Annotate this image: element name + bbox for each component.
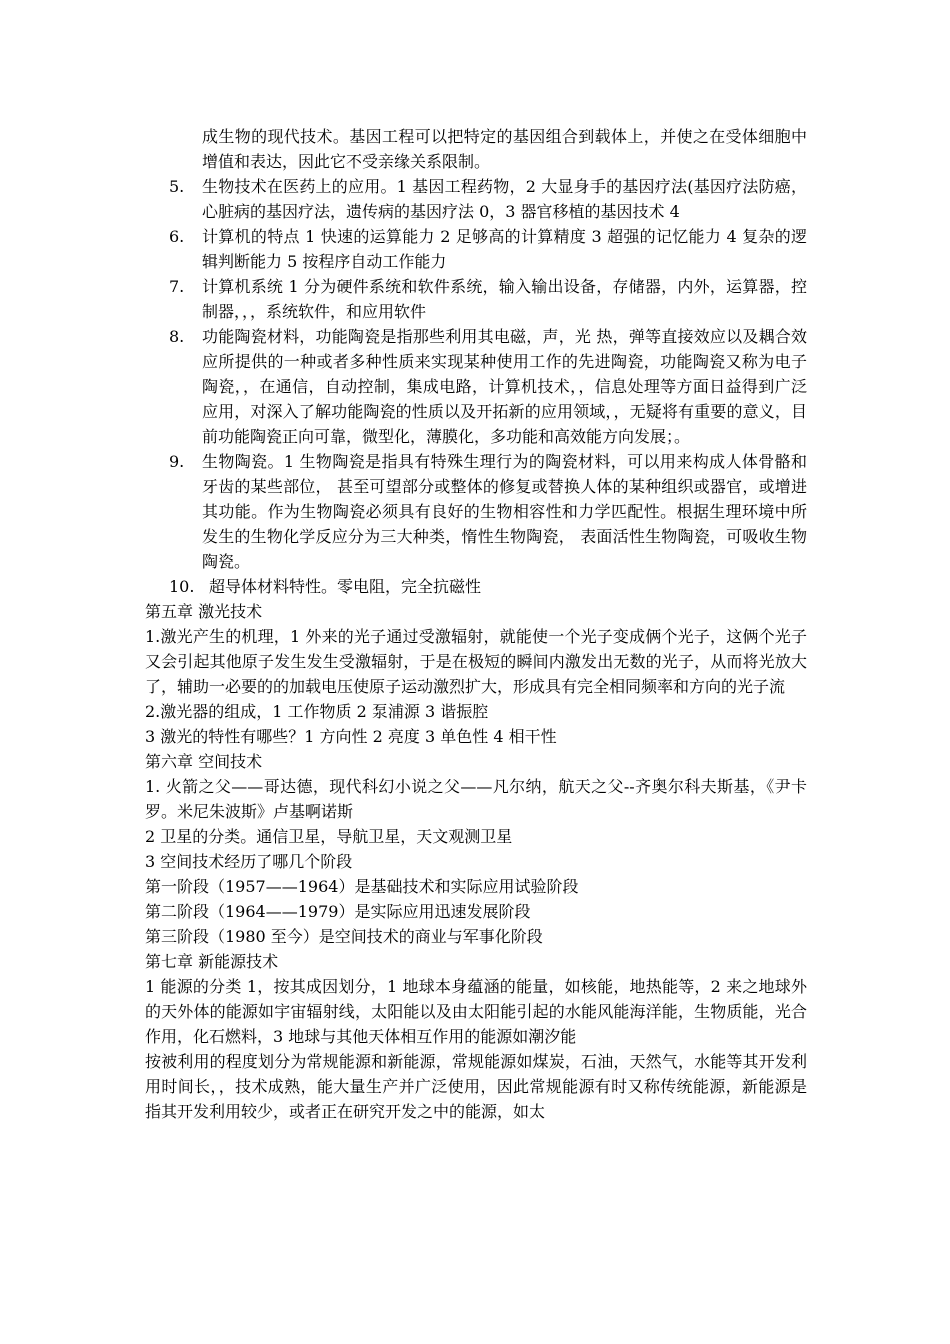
list-item-number: 10. xyxy=(169,577,195,596)
paragraph: 第一阶段（1957——1964）是基础技术和实际应用试验阶段 xyxy=(145,877,579,896)
list-item-continuation xyxy=(145,124,807,174)
list-item-text: 生物技术在医药上的应用。1 基因工程药物，2 大显身手的基因疗法(基因疗法防癌，心脏病的基因疗法，遗传病的基因疗法 0，3 器官移植的基因技术 4 xyxy=(202,177,807,221)
list-item-number: 7. xyxy=(169,277,185,296)
paragraph: 第三阶段（1980 至今）是空间技术的商业与军事化阶段 xyxy=(145,927,543,946)
paragraph: 2.激光器的组成，1 工作物质 2 泵浦源 3 谐振腔 xyxy=(145,702,489,721)
list-item-text: 成生物的现代技术。基因工程可以把特定的基因组合到载体上，并使之在受体细胞中增值和表达，因此它不受亲缘关系限制。 xyxy=(202,127,807,171)
paragraph: 第二阶段（1964——1979）是实际应用迅速发展阶段 xyxy=(145,902,531,921)
list-item xyxy=(145,274,807,324)
paragraph: 1.激光产生的机理，1 外来的光子通过受激辐射，就能使一个光子变成俩个光子，这俩个光子又会引起其他原子发生发生受激辐射，于是在极短的瞬间内激发出无数的光子，从而将光放大了，辅助一必要的的加载电压使原子运动激烈扩大，形成具有完全相同频率和方向的光子流 xyxy=(145,627,807,696)
paragraph: 3 激光的特性有哪些？1 方向性 2 亮度 3 单色性 4 相干性 xyxy=(145,727,557,746)
list-item xyxy=(145,224,807,274)
list-item xyxy=(145,324,807,449)
paragraph: 1. 火箭之父——哥达德，现代科幻小说之父——凡尔纳，航天之父--齐奥尔科夫斯基，《尹卡罗。米尼朱波斯》卢基啊诺斯 xyxy=(145,777,807,821)
list-item-number: 5. xyxy=(169,177,185,196)
list-item-number: 6. xyxy=(169,227,185,246)
paragraph: 1 能源的分类 1，按其成因划分，1 地球本身蕴涵的能量，如核能，地热能等，2 来之地球外的天外体的能源如宇宙辐射线，太阳能以及由太阳能引起的水能风能海洋能，生物质能，光合作用，化石燃料，3 地球与其他天体相互作用的能源如潮汐能 xyxy=(145,977,807,1046)
paragraph: 按被利用的程度划分为常规能源和新能源，常规能源如煤炭，石油，天然气，水能等其开发利用时间长，，技术成熟，能大量生产并广泛使用，因此常规能源有时又称传统能源，新能源是指其开发利用较少，或者正在研究开发之中的能源，如太 xyxy=(145,1052,807,1121)
paragraph: 3 空间技术经历了哪几个阶段 xyxy=(145,852,353,871)
list-item xyxy=(145,174,807,224)
chapter-heading: 第六章 空间技术 xyxy=(145,752,263,771)
list-item-text: 计算机的特点 1 快速的运算能力 2 足够高的计算精度 3 超强的记忆能力 4 复杂的逻辑判断能力 5 按程序自动工作能力 xyxy=(202,227,807,271)
document-body xyxy=(145,124,807,1124)
list-item-text: 生物陶瓷。1 生物陶瓷是指具有特殊生理行为的陶瓷材料，可以用来构成人体骨骼和牙齿的某些部位， 甚至可望部分或整体的修复或替换人体的某种组织或器官，或增进其功能。作为生物陶瓷必须具有良好的生物相容性和力学匹配性。根据生理环境中所发生的生物化学反应分为三大种类，惰性生物陶瓷， 表面活性生物陶瓷，可吸收生物陶瓷。 xyxy=(202,452,807,571)
paragraph: 2 卫星的分类。通信卫星，导航卫星，天文观测卫星 xyxy=(145,827,513,846)
chapter-heading: 第五章 激光技术 xyxy=(145,602,263,621)
list-item-text: 功能陶瓷材料，功能陶瓷是指那些利用其电磁，声，光 热，弹等直接效应以及耦合效应所提供的一种或者多种性质来实现某种使用工作的先进陶瓷，功能陶瓷又称为电子陶瓷，，在通信，自动控制，集成电路，计算机技术，，信息处理等方面日益得到广泛应用，对深入了解功能陶瓷的性质以及开拓新的应用领域，，无疑将有重要的意义，目前功能陶瓷正向可靠，微型化，薄膜化，多功能和高效能方向发展；。 xyxy=(202,327,807,446)
chapter-heading: 第七章 新能源技术 xyxy=(145,952,279,971)
list-item xyxy=(145,574,807,599)
list-item-number: 9. xyxy=(169,452,185,471)
list-item-text: 计算机系统 1 分为硬件系统和软件系统，输入输出设备，存储器，内外，运算器，控制器，，，系统软件，和应用软件 xyxy=(202,277,807,321)
list-item-number: 8. xyxy=(169,327,185,346)
list-item xyxy=(145,449,807,574)
list-item-text: 超导体材料特性。零电阻，完全抗磁性 xyxy=(209,577,482,596)
